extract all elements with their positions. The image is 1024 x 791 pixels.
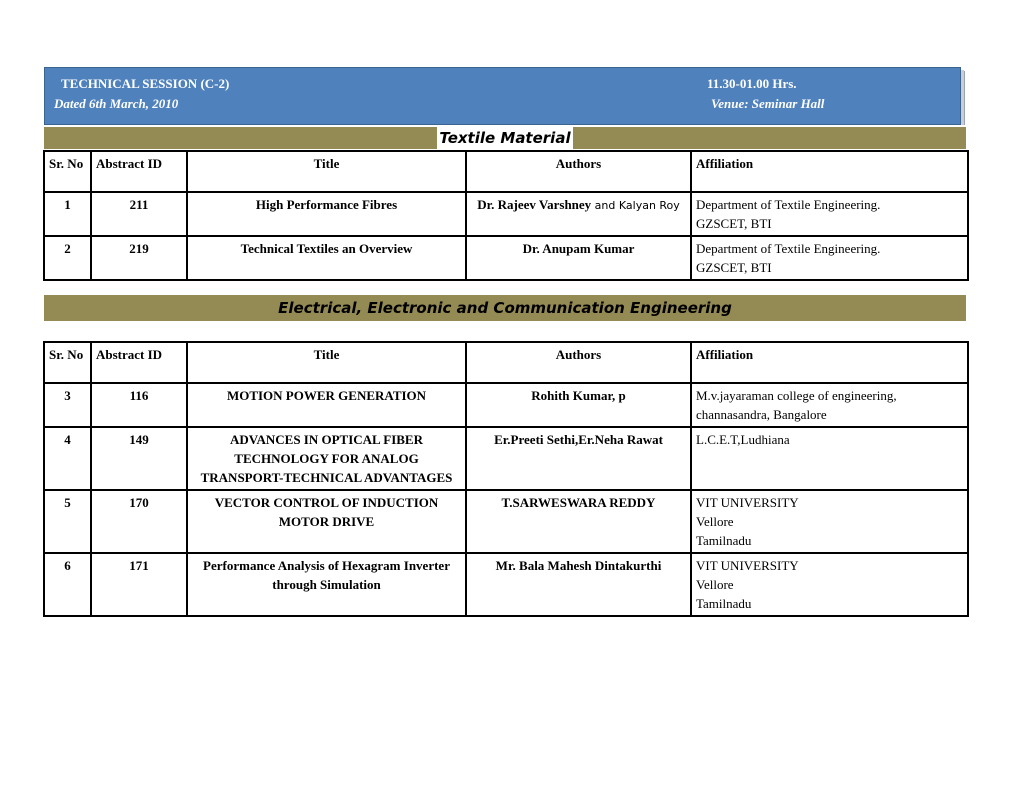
affiliation-line: Tamilnadu [696, 596, 752, 611]
affiliation-cell [691, 490, 968, 553]
title-cell: Performance Analysis of Hexagram Inverter through Simulation [187, 553, 466, 616]
authors-cell: Mr. Bala Mahesh Dintakurthi [466, 553, 691, 616]
table-row [44, 427, 968, 490]
table-header-row [44, 151, 968, 192]
abstract-id-cell: 171 [91, 553, 187, 616]
table-row [44, 383, 968, 427]
col-sr-header: Sr. No [44, 151, 91, 192]
sr-cell: 1 [44, 192, 91, 236]
sr-cell: 5 [44, 490, 91, 553]
electrical-table [43, 341, 969, 617]
authors-cell: Er.Preeti Sethi,Er.Neha Rawat [466, 427, 691, 490]
title-cell: MOTION POWER GENERATION [187, 383, 466, 427]
authors-cell [466, 192, 691, 236]
textile-table [43, 150, 969, 281]
session-date: Dated 6th March, 2010 [54, 96, 179, 111]
abstract-id-cell: 116 [91, 383, 187, 427]
section-header-textile [44, 125, 966, 149]
col-title-header: Title [187, 151, 466, 192]
col-authors-header: Authors [466, 151, 691, 192]
abstract-id-cell: 211 [91, 192, 187, 236]
affiliation-line: GZSCET, BTI [696, 260, 772, 275]
abstract-id-cell: 170 [91, 490, 187, 553]
col-authors-header: Authors [466, 342, 691, 383]
affiliation-line: channasandra, Bangalore [696, 407, 827, 422]
abstract-id-cell: 149 [91, 427, 187, 490]
title-cell: Technical Textiles an Overview [187, 236, 466, 280]
col-abstract-header: Abstract ID [91, 342, 187, 383]
affiliation-line: VIT UNIVERSITY [696, 558, 799, 573]
affiliation-line: Department of Textile Engineering. [696, 197, 881, 212]
sr-cell: 4 [44, 427, 91, 490]
affiliation-cell [691, 553, 968, 616]
sr-cell: 6 [44, 553, 91, 616]
title-cell: VECTOR CONTROL OF INDUCTION MOTOR DRIVE [187, 490, 466, 553]
sr-cell: 2 [44, 236, 91, 280]
session-venue: Venue: Seminar Hall [711, 96, 825, 111]
table-row [44, 192, 968, 236]
abstract-id-cell: 219 [91, 236, 187, 280]
affiliation-line: VIT UNIVERSITY [696, 495, 799, 510]
affiliation-cell [691, 427, 968, 490]
table-header-row [44, 342, 968, 383]
affiliation-line: Department of Textile Engineering. [696, 241, 881, 256]
author-extra: and Kalyan Roy [591, 199, 680, 212]
authors-cell: Rohith Kumar, p [466, 383, 691, 427]
authors-cell: T.SARWESWARA REDDY [466, 490, 691, 553]
affiliation-line: Vellore [696, 514, 734, 529]
sr-cell: 3 [44, 383, 91, 427]
affiliation-cell [691, 236, 968, 280]
affiliation-cell [691, 192, 968, 236]
affiliation-cell [691, 383, 968, 427]
author-name: Dr. Rajeev Varshney [477, 197, 592, 212]
affiliation-line: GZSCET, BTI [696, 216, 772, 231]
session-time: 11.30-01.00 Hrs. [707, 76, 797, 91]
section-title: Electrical, Electronic and Communication Engineering [278, 299, 732, 317]
section-title: Textile Material [439, 129, 571, 147]
affiliation-line: L.C.E.T,Ludhiana [696, 432, 790, 447]
affiliation-line: M.v.jayaraman college of engineering, [696, 388, 897, 403]
affiliation-line: Tamilnadu [696, 533, 752, 548]
session-header [44, 67, 961, 125]
col-affiliation-header: Affiliation [691, 151, 968, 192]
table-row [44, 490, 968, 553]
affiliation-line: Vellore [696, 577, 734, 592]
table-row [44, 236, 968, 280]
col-affiliation-header: Affiliation [691, 342, 968, 383]
col-sr-header: Sr. No [44, 342, 91, 383]
session-title: TECHNICAL SESSION (C-2) [61, 76, 230, 91]
table-row [44, 553, 968, 616]
col-title-header: Title [187, 342, 466, 383]
section-header-electrical [44, 295, 966, 321]
col-abstract-header: Abstract ID [91, 151, 187, 192]
title-cell: ADVANCES IN OPTICAL FIBER TECHNOLOGY FOR ANALOG TRANSPORT-TECHNICAL ADVANTAGES [187, 427, 466, 490]
title-cell: High Performance Fibres [187, 192, 466, 236]
authors-cell: Dr. Anupam Kumar [466, 236, 691, 280]
